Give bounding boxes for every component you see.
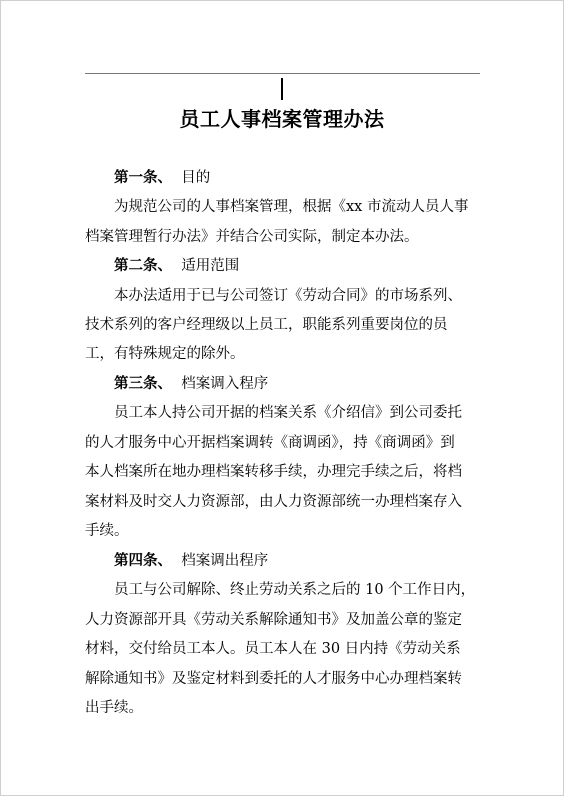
article-1-line-2: 档案管理暂行办法》并结合公司实际，制定本办法。 [85, 229, 419, 245]
article-3-title: 档案调入程序 [181, 376, 269, 392]
article-4-separator: 、 [157, 552, 172, 569]
article-3-separator: 、 [157, 375, 172, 392]
article-2-number: 第二条 [114, 257, 158, 274]
article-1-separator: 、 [157, 169, 172, 186]
article-4-number: 第四条 [114, 552, 158, 569]
article-4-title: 档案调出程序 [181, 553, 269, 569]
article-2-line-2: 技术系列的客户经理级以上员工，职能系列重要岗位的员 [85, 317, 448, 333]
article-1-number: 第一条 [114, 169, 158, 186]
article-3-line-4: 案材料及时交人力资源部，由人力资源部统一办理档案存入 [85, 494, 462, 510]
header-divider [85, 73, 480, 74]
text-cursor [281, 78, 283, 100]
article-4-line-5: 出手续。 [85, 700, 143, 716]
article-2-line-1: 本办法适用于已与公司签订《劳动合同》的市场系列、 [114, 288, 462, 304]
document-title: 员工人事档案管理办法 [179, 107, 385, 131]
article-1-title: 目的 [181, 170, 211, 186]
article-1-line-1: 为规范公司的人事档案管理，根据《xx 市流动人员人事 [114, 199, 469, 215]
article-3-number: 第三条 [114, 375, 158, 392]
article-2-title: 适用范围 [181, 258, 240, 274]
article-2-separator: 、 [157, 257, 172, 274]
article-3-line-5: 手续。 [85, 523, 129, 539]
article-4-line-2: 人力资源部开具《劳动关系解除通知书》及加盖公章的鉴定 [85, 612, 462, 628]
article-2-heading [114, 256, 239, 276]
article-4-heading [114, 551, 268, 571]
article-4-line-3: 材料，交付给员工本人。员工本人在 30 日内持《劳动关系 [85, 641, 461, 657]
article-3-heading [114, 374, 268, 394]
article-1-heading [114, 168, 210, 188]
article-3-line-2: 的人才服务中心开据档案调转《商调函》，持《商调函》到 [85, 435, 455, 451]
article-3-line-3: 本人档案所在地办理档案转移手续，办理完手续之后，将档 [85, 464, 462, 480]
article-3-line-1: 员工本人持公司开据的档案关系《介绍信》到公司委托 [114, 405, 462, 421]
article-4-line-1: 员工与公司解除、终止劳动关系之后的 10 个工作日内， [114, 582, 476, 598]
article-2-line-3: 工，有特殊规定的除外。 [85, 346, 245, 362]
article-4-line-4: 解除通知书》及鉴定材料到委托的人才服务中心办理档案转 [85, 671, 462, 687]
